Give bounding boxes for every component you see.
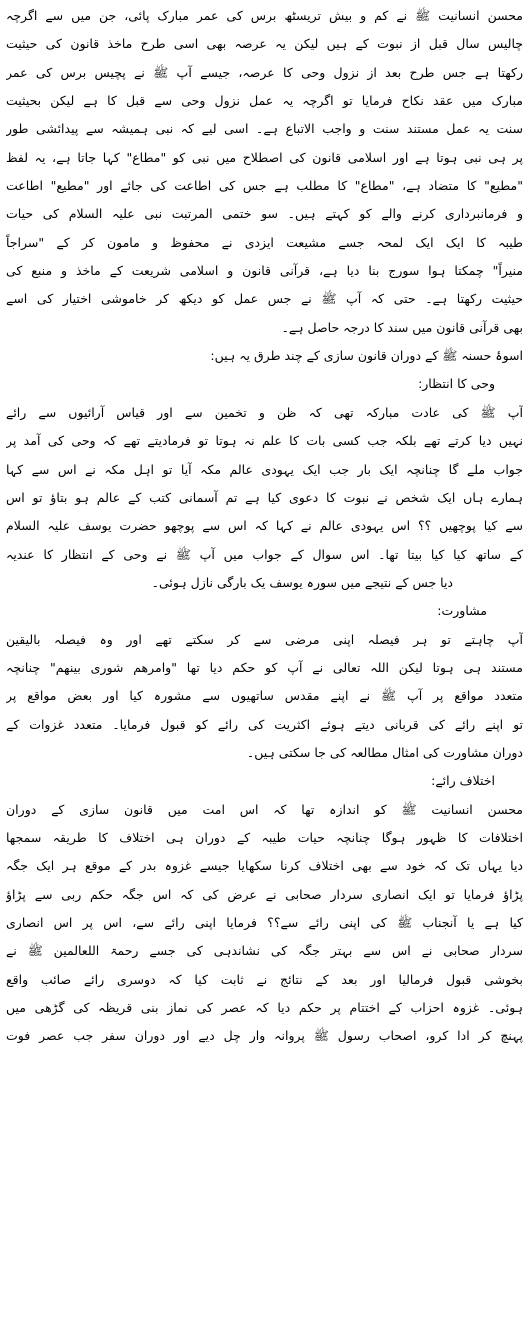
paragraph-line: سے کیا پوچھیں ؟؟ اس یہودی عالم نے کہا کہ اس سے پوچھو حضرت یوسف علیہ السلام — [6, 518, 523, 534]
paragraph-line: بخوشی قبول فرمالیا اور بعد کے نتائج نے ثابت کیا کہ دوسری رائے صائب واقع — [6, 971, 523, 987]
paragraph-line: مبارک میں عقد نکاح فرمایا تو اگرچہ یہ عمل نزول وحی سے قبل کا ہے لیکن بحیثیت — [6, 93, 523, 109]
paragraph-last-line: بھی قرآنی قانون میں سند کا درجہ حاصل ہے۔ — [281, 319, 523, 335]
paragraph-line: آپ ﷺ کی عادت مبارکہ تھی کہ ظن و تخمین سے اور قیاس آرائیوں سے رائے — [6, 404, 523, 420]
paragraph-line: سردار صحابی نے اس سے بہتر جگہ کی نشاندہی کی جسے رحمۃ اللعالمین ﷺ نے — [6, 943, 523, 959]
paragraph-line: محسن انسانیت ﷺ کو اندازہ تھا کہ اس امت میں قانون سازی کے دوران — [6, 801, 523, 817]
paragraph-line: پڑاؤ فرمایا تو ایک انصاری سردار صحابی نے عرض کی کہ اس جگہ حکم ربی سے پڑاؤ — [6, 886, 523, 902]
paragraph-line: پہنچ کر ادا کرو، اصحاب رسول ﷺ پروانہ وار چل دیے اور دوران سفر جب عصر فوت — [6, 1028, 523, 1044]
paragraph-last-line: دوران مشاورت کی امثال مطالعہ کی جا سکتی ہیں۔ — [246, 744, 523, 760]
paragraph-line: حیثیت رکھتا ہے۔ حتی کہ آپ ﷺ نے جس عمل کو دیکھ کر خاموشی اختیار کی اسے — [6, 291, 523, 307]
paragraph-last-line: دیا جس کے نتیجے میں سورہ یوسف یک بارگی نازل ہوئی۔ — [151, 574, 453, 590]
paragraph-line: مستند ہی ہوتا لیکن اللہ تعالی نے آپ کو حکم دیا تھا "وامرھم شوری بینھم" چنانچہ — [6, 659, 523, 675]
paragraph-line: منیراً" چمکتا ہوا سورج بنا دیا ہے، قرآنی قانون و اسلامی شریعت کے ماخذ و منبع کی — [6, 263, 523, 279]
paragraph-line: متعدد مواقع پر آپ ﷺ نے اپنے مقدس ساتھیوں سے مشورہ کیا اور بعض مواقع پر — [6, 688, 523, 704]
paragraph-line: و فرمانبرداری کرنے والے کو کہتے ہیں۔ سو ختمی المرتبت نبی علیہ السلام کی حیات — [6, 206, 523, 222]
document-page — [6, 2, 523, 1320]
paragraph-line: کیا ہے یا آنجناب ﷺ کی اپنی رائے سے؟؟ فرمایا اپنی رائے سے، اس پر اس انصاری — [6, 915, 523, 930]
paragraph-line: رکھتا ہے جس طرح بعد از نزول وحی کا عرصہ، جیسے آپ ﷺ نے پچیس برس کی عمر — [6, 64, 523, 80]
paragraph-line: نہیں دیا کرتے تھے بلکہ جب کسی بات کا علم نہ ہوتا تو فرمادیتے تھے کہ وحی کی آمد پر — [6, 433, 523, 449]
paragraph-line: کے ساتھ کیا کیا بیتا تھا۔ اس سوال کے جواب میں آپ ﷺ نے وحی کے انتظار کا عندیہ — [6, 546, 523, 562]
paragraph-line: پر ہی نبی ہوتا ہے اور اسلامی قانون کی اصطلاح میں نبی کو "مطاع" کہا جاتا ہے، یہ لفظ — [6, 149, 523, 165]
section-heading-mashawrat: مشاورت: — [437, 603, 487, 619]
section-heading-ikhtilaf: اختلاف رائے: — [431, 773, 495, 789]
paragraph-line: ہوئی۔ غزوہ احزاب کے اختتام پر حکم دیا کہ عصر کی نماز بنی قریظہ کی گڑھی میں — [6, 1000, 523, 1016]
paragraph-line: اختلافات کا ظہور ہوگا چنانچہ حیات طیبہ کے دوران ہی اختلاف کا طریقہ سمجھا — [6, 829, 523, 845]
paragraph-line: محسن انسانیت ﷺ نے کم و بیش تریسٹھ برس کی عمر مبارک پائی، جن میں سے اگرچہ — [6, 8, 523, 23]
section-intro: اسوۂ حسنہ ﷺ کے دوران قانون سازی کے چند طرق یہ ہیں: — [210, 348, 523, 364]
paragraph-line: آپ چاہتے تو ہر فیصلہ اپنی مرضی سے کر سکتے تھے اور وہ فیصلہ بالیقین — [6, 631, 523, 647]
paragraph-line: طیبہ کا ایک ایک لمحہ جسے مشیعت ایزدی نے محفوظ و مامون کر کے "سراجاً — [6, 234, 523, 250]
paragraph-line: تو اپنے رائے کی قربانی دیتے ہوئے اکثریت کی رائے کو قبول فرمایا۔ متعدد غزوات کے — [6, 716, 523, 732]
paragraph-line: دیا یہاں تک کہ خود سے بھی اختلاف کرنا سکھایا جیسے غزوہ بدر کے موقع ہر ایک جگہ — [6, 858, 523, 874]
paragraph-line: سنت یہ عمل مستند سنت و واجب الاتباع ہے۔ اسی لیے کہ نبی ہمیشہ سے پیدائشی طور — [6, 121, 523, 137]
paragraph-line: ہمارے ہاں ایک شخص نے نبوت کا دعوی کیا ہے تم آسمانی کتب کے عالم ہو بتاؤ تو اس — [6, 489, 523, 505]
section-heading-wahi: وحی کا انتظار: — [418, 376, 495, 392]
paragraph-line: چالیس سال قبل از نبوت کے ہیں لیکن یہ عرصہ بھی اسی طرح ماخذ قانون کی حیثیت — [6, 36, 523, 52]
paragraph-line: "مطیع" کا متضاد ہے، "مطاع" کا مطلب ہے جس کی اطاعت کی جائے اور "مطیع" اطاعت — [6, 178, 523, 194]
paragraph-line: جواب ملے گا چنانچہ ایک بار جب ایک یہودی عالم مکہ آیا تو اہل مکہ نے اس سے کہا — [6, 461, 523, 477]
